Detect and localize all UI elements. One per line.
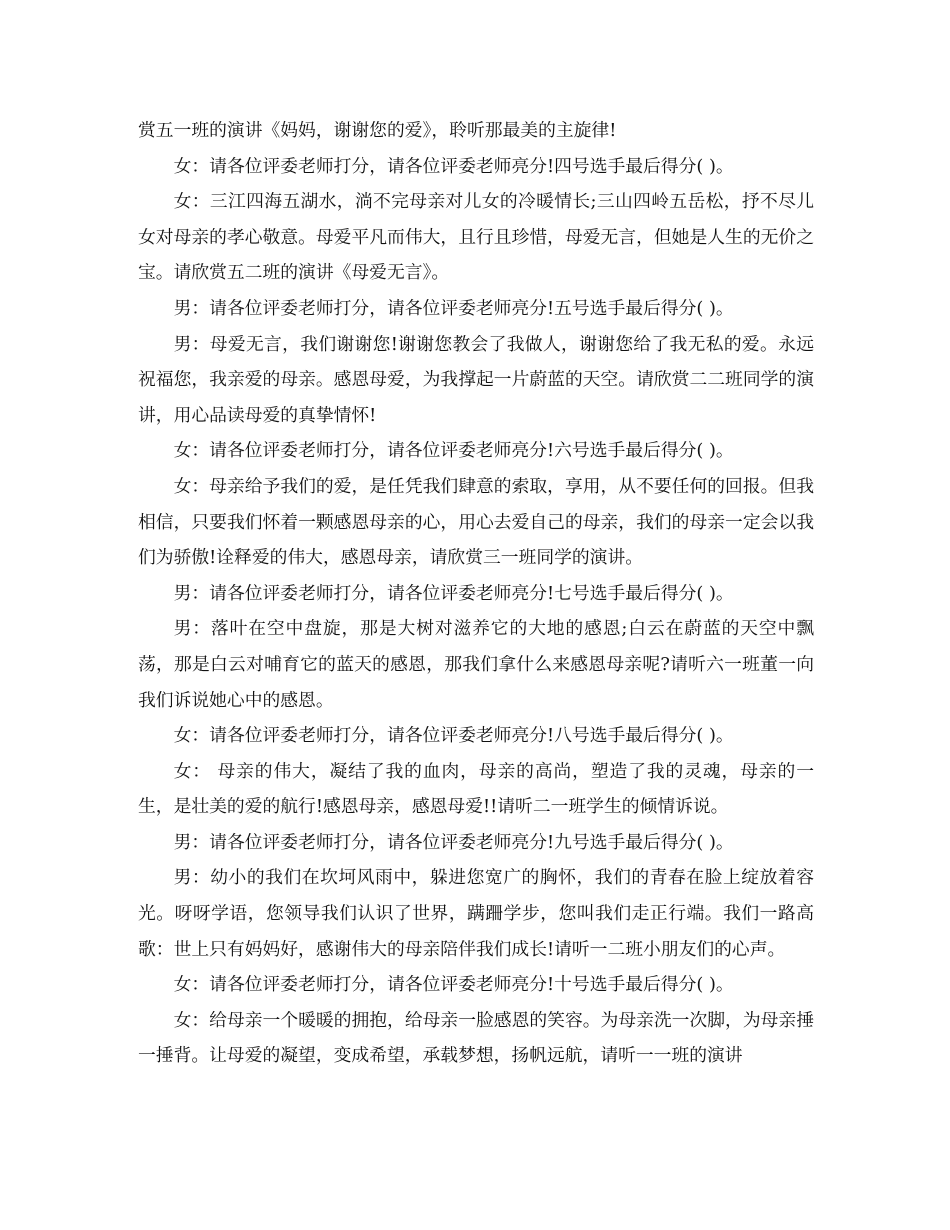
paragraph: 女：请各位评委老师打分，请各位评委老师亮分!四号选手最后得分( )。 [173,155,734,177]
paragraph: 女：请各位评委老师打分，请各位评委老师亮分!六号选手最后得分( )。 [173,440,734,462]
paragraph: 赏五一班的演讲《妈妈，谢谢您的爱》，聆听那最美的主旋律! [138,120,617,141]
paragraph: 女：请各位评委老师打分，请各位评委老师亮分!十号选手最后得分( )。 [173,974,734,996]
paragraph: 女： 母亲的伟大，凝结了我的血肉，母亲的高尚，塑造了我的灵魂，母亲的一生，是壮美的爱的航行!感恩母亲，感恩母爱!!请听二一班学生的倾情诉说。 [138,760,814,818]
paragraph: 男：幼小的我们在坎坷风雨中，躲进您宽广的胸怀，我们的青春在脸上绽放着容光。呀呀学语，您领导我们认识了世界，蹒跚学步，您叫我们走正行端。我们一路高歌：世上只有妈妈好，感谢伟大的母亲陪伴我们成长!请听一二班小朋友们的心声。 [138,867,814,960]
document-body [138,113,814,1074]
paragraph: 女：请各位评委老师打分，请各位评委老师亮分!八号选手最后得分( )。 [173,725,734,747]
paragraph: 男：请各位评委老师打分，请各位评委老师亮分!七号选手最后得分( )。 [173,582,734,604]
paragraph: 男：请各位评委老师打分，请各位评委老师亮分!九号选手最后得分( )。 [173,831,734,853]
paragraph: 男：落叶在空中盘旋，那是大树对滋养它的大地的感恩;白云在蔚蓝的天空中飘荡，那是白云对哺育它的蓝天的感恩，那我们拿什么来感恩母亲呢?请听六一班董一向我们诉说她心中的感恩。 [138,618,814,711]
paragraph: 男：母爱无言，我们谢谢您!谢谢您教会了我做人，谢谢您给了我无私的爱。永远祝福您，我亲爱的母亲。感恩母爱，为我撑起一片蔚蓝的天空。请欣赏二二班同学的演讲，用心品读母爱的真挚情怀! [138,333,814,426]
paragraph: 女：三江四海五湖水，淌不完母亲对儿女的冷暖情长;三山四岭五岳松，抒不尽儿女对母亲的孝心敬意。母爱平凡而伟大，且行且珍惜，母爱无言，但她是人生的无价之宝。请欣赏五二班的演讲《母爱无言》。 [138,191,814,284]
paragraph: 男：请各位评委老师打分，请各位评委老师亮分!五号选手最后得分( )。 [173,297,734,319]
paragraph: 女：母亲给予我们的爱，是任凭我们肆意的索取，享用，从不要任何的回报。但我相信，只要我们怀着一颗感恩母亲的心，用心去爱自己的母亲，我们的母亲一定会以我们为骄傲!诠释爱的伟大，感恩母亲，请欣赏三一班同学的演讲。 [138,475,814,569]
paragraph: 女：给母亲一个暖暖的拥抱，给母亲一脸感恩的笑容。为母亲洗一次脚，为母亲捶一捶背。让母爱的凝望，变成希望，承载梦想，扬帆远航，请听一一班的演讲 [138,1009,814,1067]
